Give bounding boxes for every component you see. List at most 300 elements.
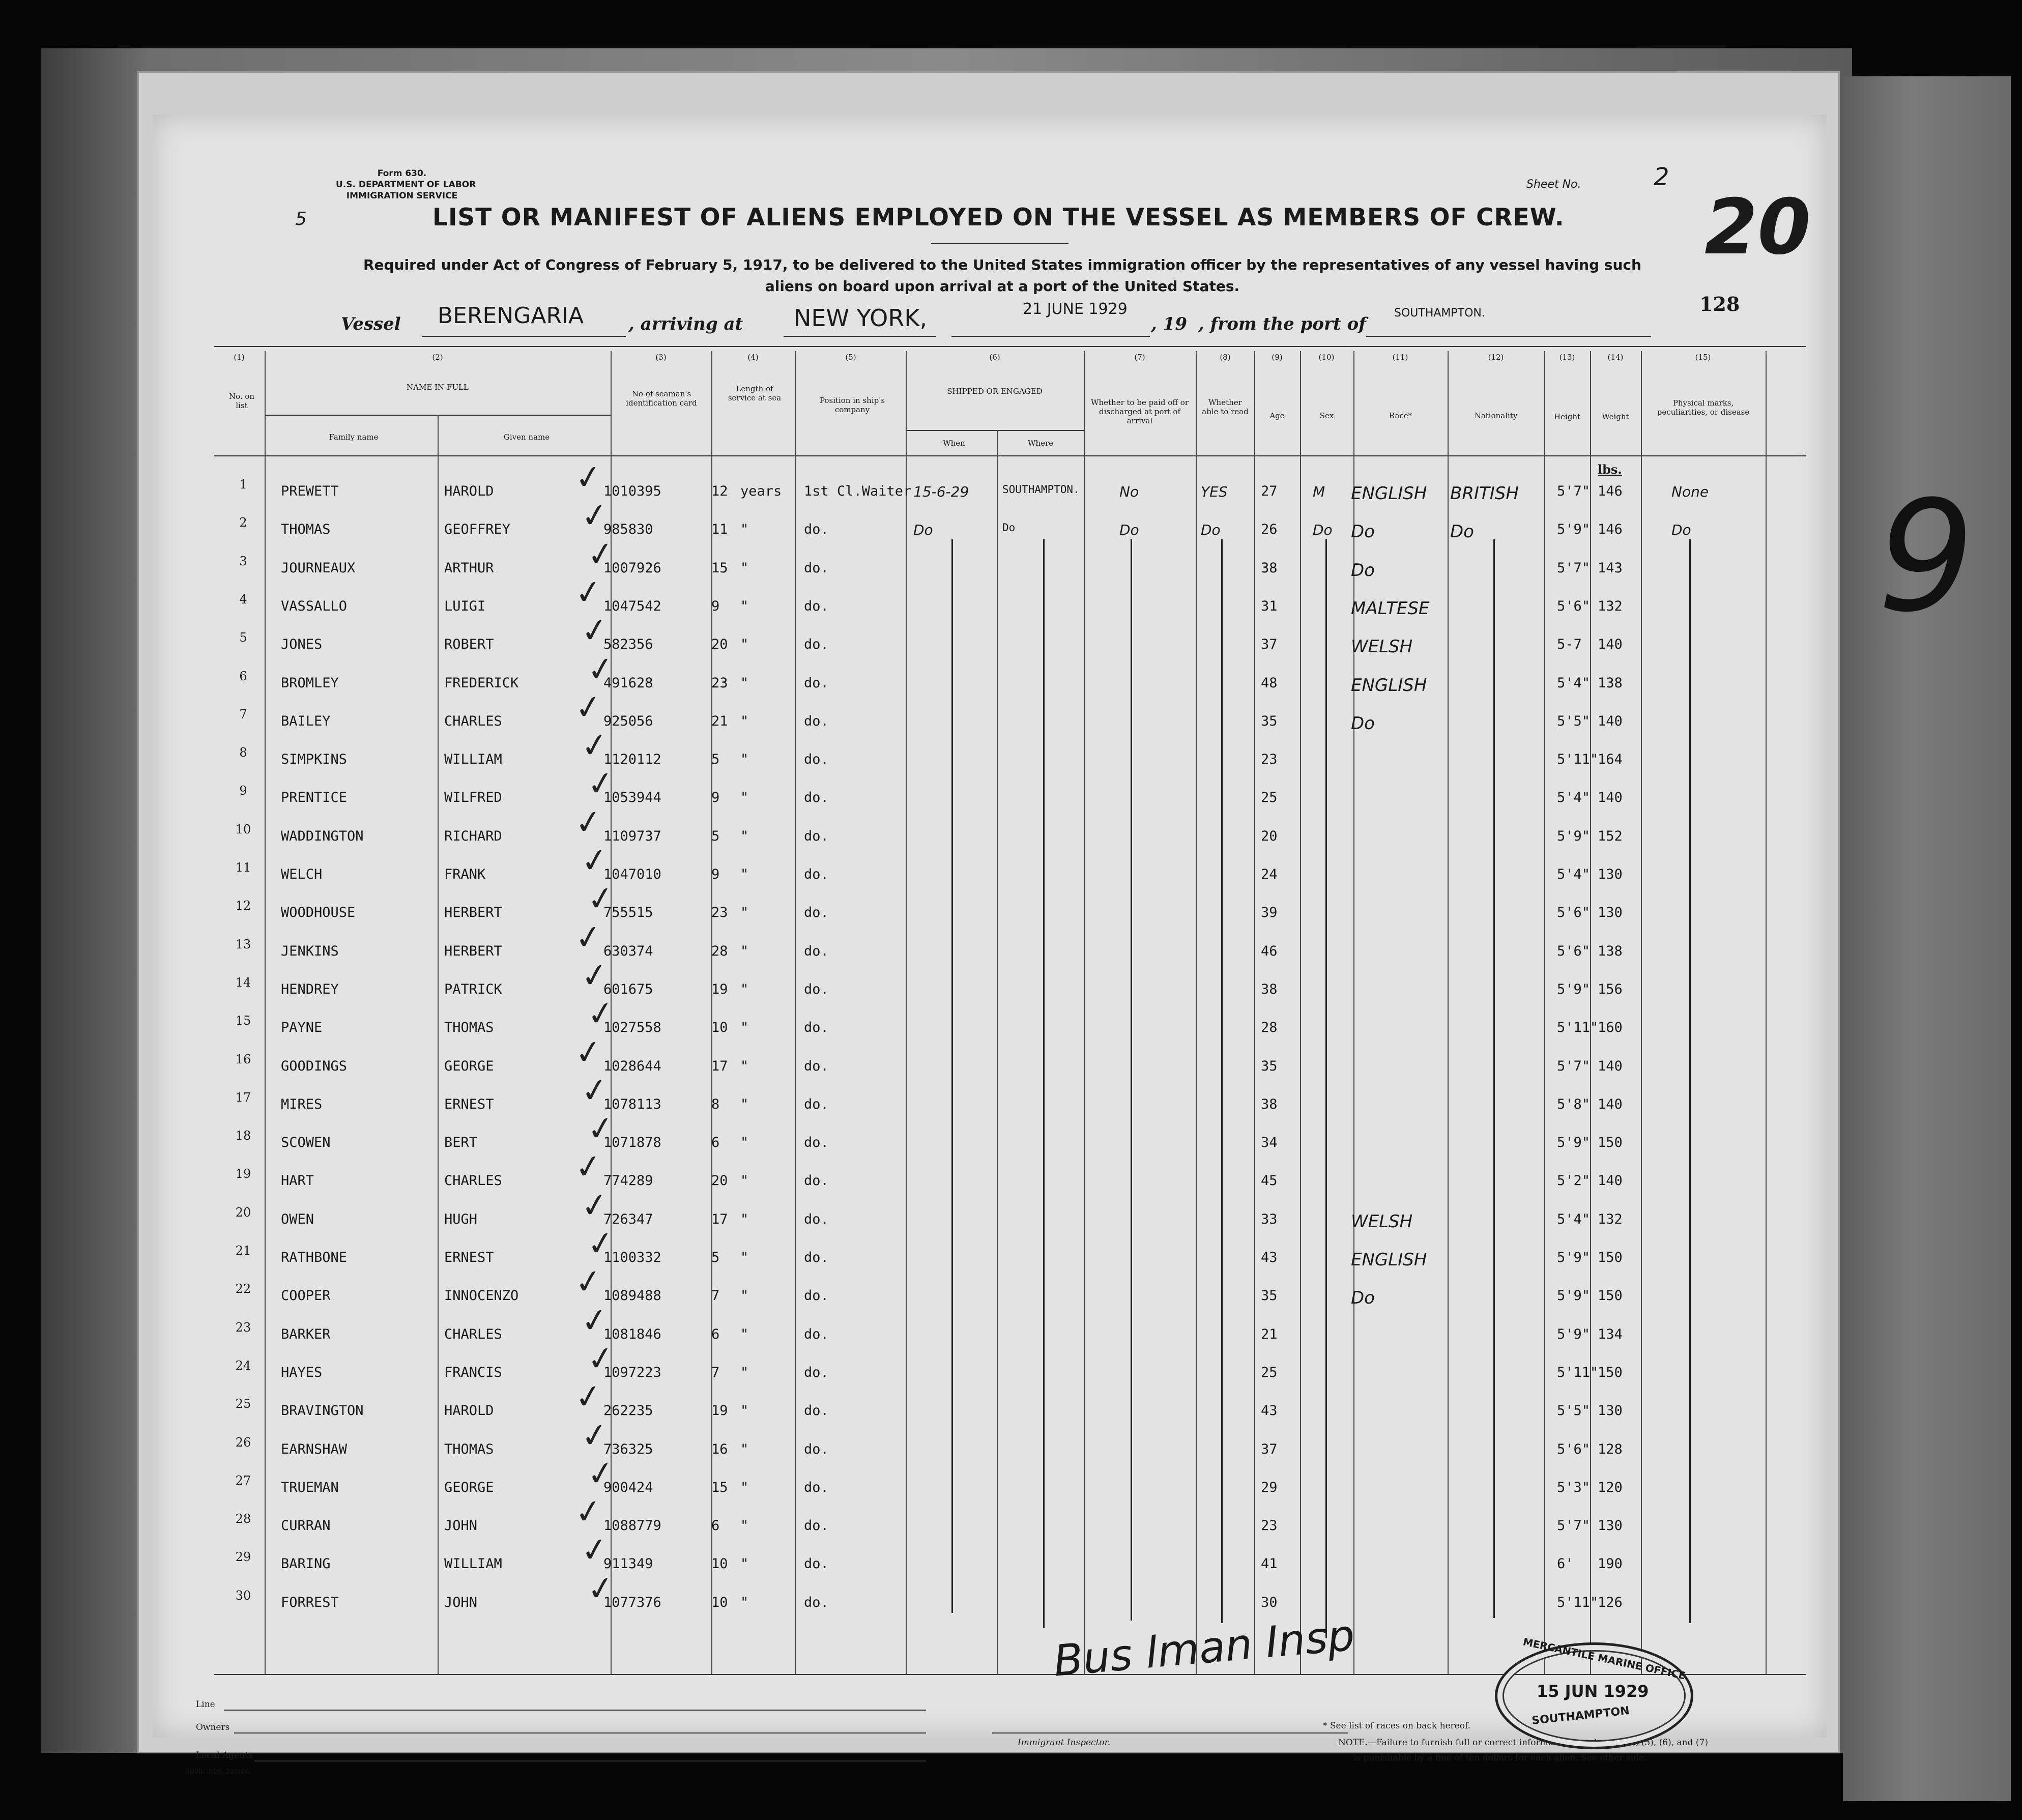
given-name: INNOCENZO	[444, 1288, 519, 1304]
position: do.	[804, 1058, 829, 1074]
col-number: (11)	[1392, 353, 1408, 362]
height: 5'9"	[1557, 522, 1591, 538]
height: 5'9"	[1557, 1135, 1591, 1151]
weight: 126	[1598, 1594, 1623, 1610]
position: do.	[804, 598, 829, 614]
shipped-where: Do	[1002, 522, 1016, 534]
age: 21	[1261, 1326, 1278, 1342]
length-unit: "	[740, 522, 749, 538]
length-value: 9	[711, 866, 720, 882]
family-name: BARING	[281, 1556, 331, 1572]
col-head-paid-off: Whether to be paid off or discharged at port of arrival	[1091, 398, 1189, 425]
check-mark-icon: ✓	[579, 1530, 611, 1571]
length-value: 21	[711, 713, 728, 729]
sheet-label: Sheet No.	[1526, 178, 1581, 191]
col-divider	[1590, 351, 1591, 1674]
race: MALTESE	[1351, 598, 1430, 619]
given-name: RICHARD	[444, 828, 502, 844]
row-number: 8	[239, 745, 247, 760]
height: 5'7"	[1557, 483, 1591, 499]
check-mark-icon: ✓	[585, 1338, 617, 1380]
length-value: 28	[711, 943, 728, 959]
height: 5'7"	[1557, 560, 1591, 576]
position: do.	[804, 752, 829, 768]
weight: 152	[1598, 828, 1623, 844]
footer-agents-rule	[254, 1760, 926, 1761]
family-name: JENKINS	[281, 943, 339, 959]
col-number: (8)	[1220, 353, 1231, 362]
age: 23	[1261, 752, 1278, 768]
card-number: 1010395	[603, 483, 661, 499]
col-number: (1)	[234, 353, 245, 362]
age: 39	[1261, 905, 1278, 921]
given-name: THOMAS	[444, 1441, 494, 1457]
family-name: WOODHOUSE	[281, 905, 356, 921]
check-mark-icon: ✓	[585, 1453, 617, 1495]
card-number: 1100332	[603, 1250, 661, 1265]
family-name: BRAVINGTON	[281, 1403, 364, 1419]
ditto-stroke-physical	[1689, 539, 1691, 1623]
length-unit: "	[740, 1518, 749, 1534]
length-value: 6	[711, 1135, 720, 1151]
card-number: 601675	[603, 981, 653, 997]
col-head-length: Length of service at sea	[728, 384, 782, 402]
department-text: U.S. DEPARTMENT OF LABOR	[336, 180, 476, 190]
height: 5'7"	[1557, 1058, 1591, 1074]
weight: 190	[1598, 1556, 1623, 1572]
row-number: 30	[235, 1588, 251, 1603]
able-to-read: YES	[1201, 483, 1228, 500]
race: WELSH	[1351, 637, 1413, 657]
weight: 150	[1598, 1250, 1623, 1265]
length-unit: "	[740, 1403, 749, 1419]
length-value: 15	[711, 560, 728, 576]
position: do.	[804, 1096, 829, 1112]
given-name: HERBERT	[444, 943, 502, 959]
given-name: BERT	[444, 1135, 478, 1151]
col-head-position: Position in ship's company	[819, 396, 885, 414]
subtitle	[331, 254, 1674, 297]
row-number: 15	[235, 1014, 251, 1028]
age: 37	[1261, 637, 1278, 653]
height: 5'4"	[1557, 866, 1591, 882]
position: do.	[804, 560, 829, 576]
weight: 150	[1598, 1135, 1623, 1151]
height: 5'6"	[1557, 1441, 1591, 1457]
given-name: FRANCIS	[444, 1364, 502, 1380]
length-unit: "	[740, 828, 749, 844]
given-name: CHARLES	[444, 1173, 502, 1189]
family-name: HAYES	[281, 1364, 323, 1380]
col-head-shipped: SHIPPED OR ENGAGED	[947, 387, 1043, 396]
ditto-stroke-read	[1221, 539, 1223, 1623]
height: 5'3"	[1557, 1479, 1591, 1495]
weight: 140	[1598, 1096, 1623, 1112]
col-number: (14)	[1607, 353, 1624, 362]
length-unit: "	[740, 943, 749, 959]
shipped-when: 15-6-29	[913, 483, 969, 500]
card-number: 1007926	[603, 560, 661, 576]
family-name: CURRAN	[281, 1518, 331, 1534]
stamp-top-text: MERCANTILE MARINE OFFICE	[1522, 1635, 1687, 1682]
position: do.	[804, 1364, 829, 1380]
col-divider	[795, 351, 796, 1674]
col-divider	[1641, 351, 1642, 1674]
col-head-weight: Weight	[1602, 412, 1629, 421]
check-mark-icon: ✓	[585, 649, 617, 690]
subtitle-line-2: aliens on board upon arrival at a port of the United States.	[765, 278, 1240, 295]
race-note: * See list of races on back hereof.	[1323, 1721, 1471, 1731]
col-head-card: No of seaman's identification card	[626, 389, 697, 408]
check-mark-icon: ✓	[572, 1261, 605, 1303]
title-rule	[931, 243, 1068, 244]
length-unit: "	[740, 1594, 749, 1610]
weight: 132	[1598, 598, 1623, 614]
position: do.	[804, 828, 829, 844]
check-mark-icon: ✓	[572, 1147, 605, 1188]
weight: 130	[1598, 1403, 1623, 1419]
footer-agents-label: Local Agents	[196, 1750, 253, 1760]
length-unit: "	[740, 637, 749, 653]
check-mark-icon: ✓	[572, 457, 605, 499]
card-number: 985830	[603, 522, 653, 538]
height: 5'6"	[1557, 905, 1591, 921]
weight: 140	[1598, 1058, 1623, 1074]
col-divider	[1254, 351, 1255, 1674]
family-name: TRUEMAN	[281, 1479, 339, 1495]
col-head-sex: Sex	[1319, 411, 1334, 420]
vessel-name: BERENGARIA	[438, 303, 584, 329]
weight: 134	[1598, 1326, 1623, 1342]
position: do.	[804, 675, 829, 691]
service-text: IMMIGRATION SERVICE	[346, 191, 458, 201]
age: 38	[1261, 560, 1278, 576]
length-value: 23	[711, 905, 728, 921]
col-head-age: Age	[1269, 411, 1285, 420]
length-unit: "	[740, 866, 749, 882]
length-value: 20	[711, 1173, 728, 1189]
card-number: 262235	[603, 1403, 653, 1419]
height: 5'4"	[1557, 675, 1591, 691]
position: do.	[804, 943, 829, 959]
length-value: 10	[711, 1556, 728, 1572]
given-name: FRANK	[444, 866, 486, 882]
arriving-label: , arriving at	[628, 314, 743, 334]
length-unit: "	[740, 598, 749, 614]
date-underline	[951, 336, 1150, 337]
height: 5'11"	[1557, 1364, 1599, 1380]
race: WELSH	[1351, 1211, 1413, 1232]
page-number: 128	[1699, 293, 1740, 315]
height: 5'11"	[1557, 1594, 1599, 1610]
col-head-name: NAME IN FULL	[407, 383, 469, 392]
given-name: ERNEST	[444, 1250, 494, 1265]
ditto-stroke-sex	[1325, 539, 1327, 1638]
weight-unit: lbs.	[1598, 462, 1622, 477]
age: 43	[1261, 1250, 1278, 1265]
position: do.	[804, 790, 829, 806]
weight: 160	[1598, 1020, 1623, 1036]
age: 35	[1261, 1288, 1278, 1304]
position: do.	[804, 981, 829, 997]
nationality: BRITISH	[1450, 483, 1519, 504]
footer-line-label: Line	[196, 1699, 215, 1710]
card-number: 1109737	[603, 828, 661, 844]
family-name: PREWETT	[281, 483, 339, 499]
row-number: 18	[235, 1129, 251, 1143]
col-head-physical: Physical marks, peculiarities, or disease	[1657, 398, 1750, 417]
height: 5'4"	[1557, 1211, 1591, 1227]
row-number: 11	[235, 860, 251, 875]
position: do.	[804, 522, 829, 538]
weight: 143	[1598, 560, 1623, 576]
length-unit: "	[740, 1326, 749, 1342]
given-name: HAROLD	[444, 1403, 494, 1419]
form-no-text: Form 630.	[377, 168, 427, 179]
length-unit: "	[740, 1173, 749, 1189]
position: do.	[804, 713, 829, 729]
length-value: 8	[711, 1096, 720, 1112]
col-divider	[1084, 351, 1085, 1674]
race: Do	[1351, 713, 1375, 734]
family-name: HART	[281, 1173, 314, 1189]
shipped-when: Do	[913, 522, 933, 539]
length-unit: "	[740, 1250, 749, 1265]
length-value: 17	[711, 1211, 728, 1227]
length-value: 23	[711, 675, 728, 691]
length-value: 20	[711, 637, 728, 653]
weight: 130	[1598, 905, 1623, 921]
position: do.	[804, 1479, 829, 1495]
col-number: (13)	[1559, 353, 1575, 362]
length-unit: "	[740, 560, 749, 576]
family-name: BROMLEY	[281, 675, 339, 691]
col-number: (6)	[989, 353, 1000, 362]
given-name: HUGH	[444, 1211, 478, 1227]
family-name: SIMPKINS	[281, 752, 348, 768]
length-value: 9	[711, 790, 720, 806]
col-number: (10)	[1318, 353, 1335, 362]
able-to-read: Do	[1201, 522, 1221, 539]
position: do.	[804, 1135, 829, 1151]
position: do.	[804, 1594, 829, 1610]
given-name: HAROLD	[444, 483, 494, 499]
length-value: 16	[711, 1441, 728, 1457]
length-unit: "	[740, 1288, 749, 1304]
family-name: VASSALLO	[281, 598, 348, 614]
footer-line-rule	[224, 1710, 926, 1711]
corner-mark: 5	[295, 209, 307, 229]
position: do.	[804, 637, 829, 653]
row-number: 27	[235, 1473, 251, 1488]
weight: 164	[1598, 752, 1623, 768]
race: Do	[1351, 1288, 1375, 1309]
physical-marks: None	[1671, 483, 1709, 500]
age: 38	[1261, 1096, 1278, 1112]
col-head-read: Whether able to read	[1202, 398, 1249, 416]
height: 6'	[1557, 1556, 1574, 1572]
stamp-bottom-text: SOUTHAMPTON	[1531, 1704, 1630, 1728]
race: Do	[1351, 522, 1375, 542]
check-mark-icon: ✓	[585, 993, 617, 1035]
length-value: 10	[711, 1594, 728, 1610]
given-name: HERBERT	[444, 905, 502, 921]
year-label: , 19	[1151, 314, 1187, 334]
col-divider	[1544, 351, 1545, 1674]
col-divider	[265, 351, 266, 1674]
height: 5'6"	[1557, 943, 1591, 959]
position: do.	[804, 1288, 829, 1304]
shipped-subhead-rule	[906, 430, 1084, 431]
card-number: 925056	[603, 713, 653, 729]
height: 5'9"	[1557, 1326, 1591, 1342]
given-name: GEORGE	[444, 1058, 494, 1074]
card-number: 1027558	[603, 1020, 661, 1036]
length-value: 5	[711, 1250, 720, 1265]
length-value: 7	[711, 1288, 720, 1304]
age: 41	[1261, 1556, 1278, 1572]
col-head-no: No. on list	[228, 392, 255, 410]
col-divider	[711, 351, 712, 1674]
age: 28	[1261, 1020, 1278, 1036]
weight: 140	[1598, 1173, 1623, 1189]
card-number: 582356	[603, 637, 653, 653]
given-name: GEOFFREY	[444, 522, 511, 538]
length-unit: years	[740, 483, 782, 499]
row-number: 13	[235, 937, 251, 951]
col-divider	[997, 430, 998, 1674]
family-name: EARNSHAW	[281, 1441, 348, 1457]
corner-number: 20	[1705, 183, 1811, 272]
given-name: CHARLES	[444, 713, 502, 729]
family-name: FORREST	[281, 1594, 339, 1610]
given-name: ARTHUR	[444, 560, 494, 576]
weight: 150	[1598, 1288, 1623, 1304]
position: do.	[804, 1518, 829, 1534]
physical-marks: Do	[1671, 522, 1691, 539]
check-mark-icon: ✓	[572, 802, 605, 844]
age: 33	[1261, 1211, 1278, 1227]
shipped-where: SOUTHAMPTON.	[1002, 483, 1080, 496]
age: 46	[1261, 943, 1278, 959]
row-number: 25	[235, 1397, 251, 1411]
check-mark-icon: ✓	[572, 1376, 605, 1418]
table-top-rule	[214, 346, 1806, 347]
col-divider	[438, 415, 439, 1674]
card-number: 1071878	[603, 1135, 661, 1151]
age: 25	[1261, 1364, 1278, 1380]
form-number	[336, 168, 476, 201]
given-name: LUIGI	[444, 598, 486, 614]
height: 5'9"	[1557, 1250, 1591, 1265]
card-number: 1047542	[603, 598, 661, 614]
weight: 140	[1598, 637, 1623, 653]
check-mark-icon: ✓	[572, 1032, 605, 1073]
card-number: 1097223	[603, 1364, 661, 1380]
vessel-underline	[422, 336, 626, 337]
card-number: 1089488	[603, 1288, 661, 1304]
weight: 140	[1598, 713, 1623, 729]
length-value: 10	[711, 1020, 728, 1036]
row-number: 23	[235, 1320, 251, 1335]
length-value: 15	[711, 1479, 728, 1495]
family-name: WADDINGTON	[281, 828, 364, 844]
height: 5'11"	[1557, 752, 1599, 768]
length-unit: "	[740, 713, 749, 729]
age: 20	[1261, 828, 1278, 844]
col-number: (7)	[1134, 353, 1145, 362]
age: 34	[1261, 1135, 1278, 1151]
length-unit: "	[740, 1135, 749, 1151]
paid-off: Do	[1119, 522, 1139, 539]
adjacent-page-strip	[1843, 76, 2011, 1801]
card-number: 736325	[603, 1441, 653, 1457]
family-name: RATHBONE	[281, 1250, 348, 1265]
length-unit: "	[740, 1441, 749, 1457]
sex: Do	[1313, 522, 1333, 539]
position: do.	[804, 1441, 829, 1457]
paid-off: No	[1119, 483, 1139, 500]
col-divider	[906, 351, 907, 1674]
height: 5-7	[1557, 637, 1582, 653]
length-unit: "	[740, 1479, 749, 1495]
vessel-label: Vessel	[341, 314, 401, 334]
inspector-signature: Bus lman Insp	[1051, 1610, 1357, 1686]
length-value: 11	[711, 522, 728, 538]
position: do.	[804, 1211, 829, 1227]
col-number: (3)	[655, 353, 667, 362]
card-number: 491628	[603, 675, 653, 691]
family-name: SCOWEN	[281, 1135, 331, 1151]
length-value: 17	[711, 1058, 728, 1074]
check-mark-icon: ✓	[572, 572, 605, 614]
card-number: 1053944	[603, 790, 661, 806]
height: 5'9"	[1557, 981, 1591, 997]
age: 29	[1261, 1479, 1278, 1495]
length-value: 6	[711, 1326, 720, 1342]
arriving-underline	[784, 336, 936, 337]
weight: 156	[1598, 981, 1623, 997]
arriving-port: NEW YORK,	[794, 304, 928, 332]
arrival-date: 21 JUNE 1929	[1023, 300, 1128, 318]
height: 5'5"	[1557, 1403, 1591, 1419]
row-number: 2	[239, 515, 247, 530]
weight: 128	[1598, 1441, 1623, 1457]
length-unit: "	[740, 790, 749, 806]
weight: 130	[1598, 1518, 1623, 1534]
col-head-given: Given name	[503, 432, 550, 442]
header-bottom-rule	[214, 455, 1806, 456]
length-value: 12	[711, 483, 728, 499]
height: 5'9"	[1557, 828, 1591, 844]
col-head-height: Height	[1553, 412, 1581, 421]
col-number: (15)	[1695, 353, 1711, 362]
position: do.	[804, 1326, 829, 1342]
row-number: 28	[235, 1512, 251, 1526]
length-unit: "	[740, 1020, 749, 1036]
race: ENGLISH	[1351, 1250, 1427, 1270]
given-name: ERNEST	[444, 1096, 494, 1112]
weight: 146	[1598, 522, 1623, 538]
check-mark-icon: ✓	[579, 1300, 611, 1341]
row-number: 17	[235, 1090, 251, 1105]
check-mark-icon: ✓	[585, 878, 617, 920]
family-name: JOURNEAUX	[281, 560, 356, 576]
length-unit: "	[740, 752, 749, 768]
col-divider	[1448, 351, 1449, 1674]
row-number: 29	[235, 1550, 251, 1565]
length-unit: "	[740, 1364, 749, 1380]
